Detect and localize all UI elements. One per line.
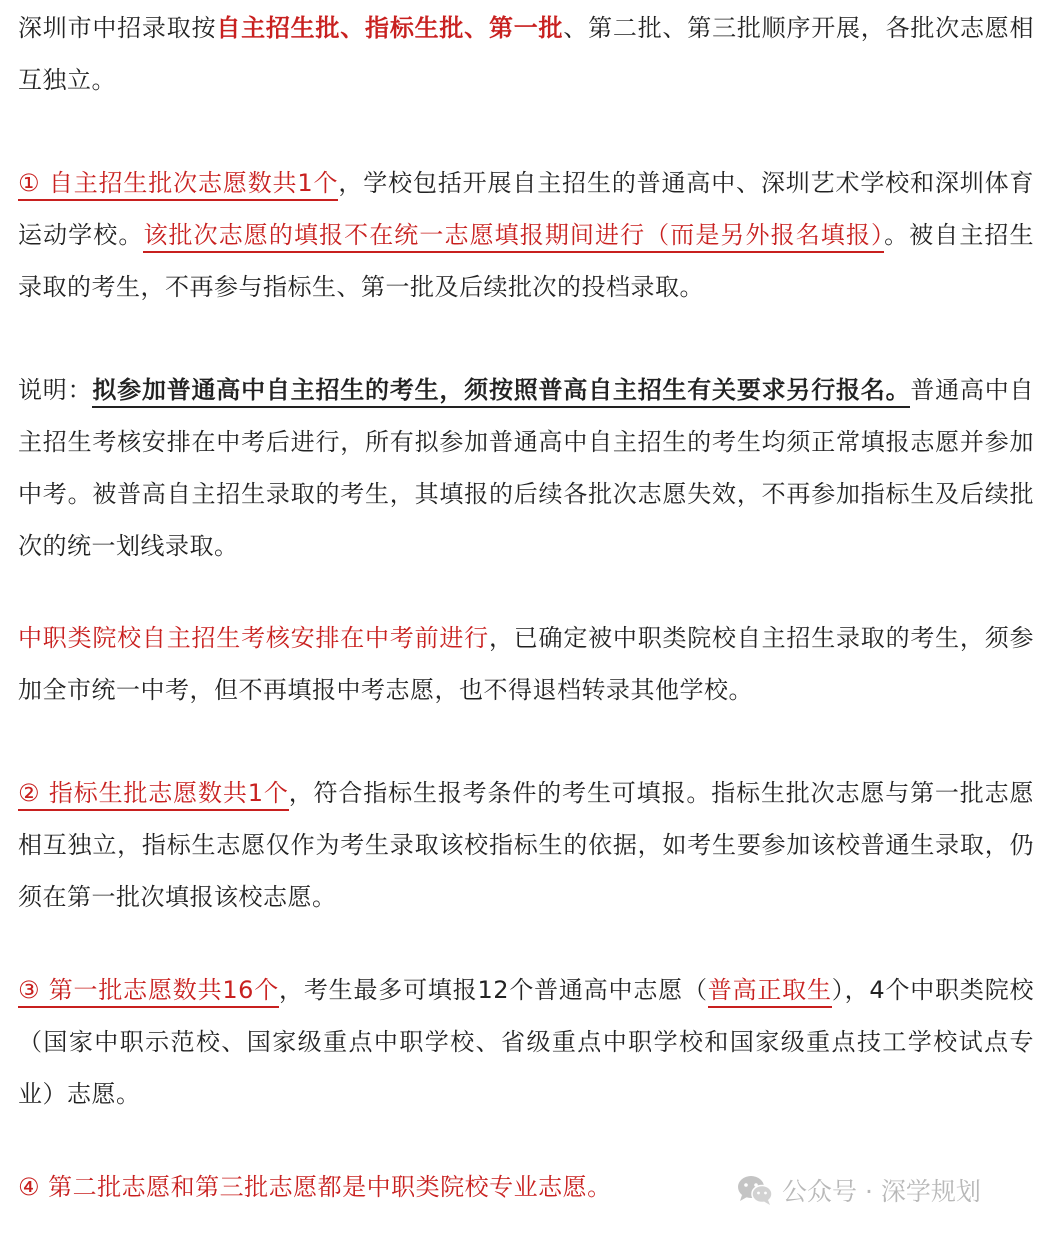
explanation-text: 普通高中自主招生考核安排在中考后进行，所有拟参加普通高中自主招生的考生均须正常填报志愿并参加中考。被普高自主招生录取的考生，其填报的后续各批次志愿失效，不再参加指标生及后续批次的统一划线录取。 xyxy=(18,376,1035,560)
self-enrollment-text-2: 。被自主招生录取的考生，不再参与指标生、第一批及后续批次的投档录取。 xyxy=(18,221,1034,301)
intro-paragraph xyxy=(18,2,1034,106)
watermark xyxy=(736,1170,981,1210)
self-enrollment-text-1: ，学校包括开展自主招生的普通高中、深圳艺术学校和深圳体育运动学校。 xyxy=(18,169,1035,249)
explanation-paragraph xyxy=(18,364,1034,572)
quota-paragraph xyxy=(18,767,1034,923)
self-enrollment-paragraph xyxy=(18,157,1034,313)
explanation-label: 说明： xyxy=(18,376,93,404)
intro-text-start: 深圳市中招录取按 xyxy=(18,14,217,42)
first-batch-highlight: 普高正取生 xyxy=(708,976,832,1008)
intro-text-end: 、第二批、第三批顺序开展，各批次志愿相互独立。 xyxy=(18,14,1035,94)
later-batches-text: ④ 第二批志愿和第三批志愿都是中职类院校专业志愿。 xyxy=(18,1173,612,1201)
explanation-emphasis: 拟参加普通高中自主招生的考生，须按照普高自主招生有关要求另行报名。 xyxy=(92,376,910,408)
first-batch-heading: ③ 第一批志愿数共16个 xyxy=(18,976,279,1008)
vocational-paragraph xyxy=(18,612,1034,716)
watermark-text: 公众号 · 深学规划 xyxy=(782,1177,981,1206)
quota-heading: ② 指标生批志愿数共1个 xyxy=(18,779,289,811)
intro-highlight-batches: 自主招生批、指标生批、第一批 xyxy=(216,14,564,42)
first-batch-paragraph xyxy=(18,964,1034,1120)
self-enrollment-note: 该批次志愿的填报不在统一志愿填报期间进行（而是另外报名填报） xyxy=(143,221,884,253)
vocational-highlight: 中职类院校自主招生考核安排在中考前进行 xyxy=(18,624,489,652)
wechat-icon xyxy=(736,1174,774,1206)
first-batch-text-2: ），4个中职类院校（国家中职示范校、国家级重点中职学校、省级重点中职学校和国家级重点技工学校试点专业）志愿。 xyxy=(18,976,1035,1108)
first-batch-text-1: ，考生最多可填报12个普通高中志愿（ xyxy=(279,976,708,1004)
quota-text: ，符合指标生报考条件的考生可填报。指标生批次志愿与第一批志愿相互独立，指标生志愿仅作为考生录取该校指标生的依据，如考生要参加该校普通生录取，仍须在第一批次填报该校志愿。 xyxy=(18,779,1034,911)
self-enrollment-heading: ① 自主招生批次志愿数共1个 xyxy=(18,169,338,201)
vocational-text: ，已确定被中职类院校自主招生录取的考生，须参加全市统一中考，但不再填报中考志愿，也不得退档转录其他学校。 xyxy=(18,624,1035,704)
